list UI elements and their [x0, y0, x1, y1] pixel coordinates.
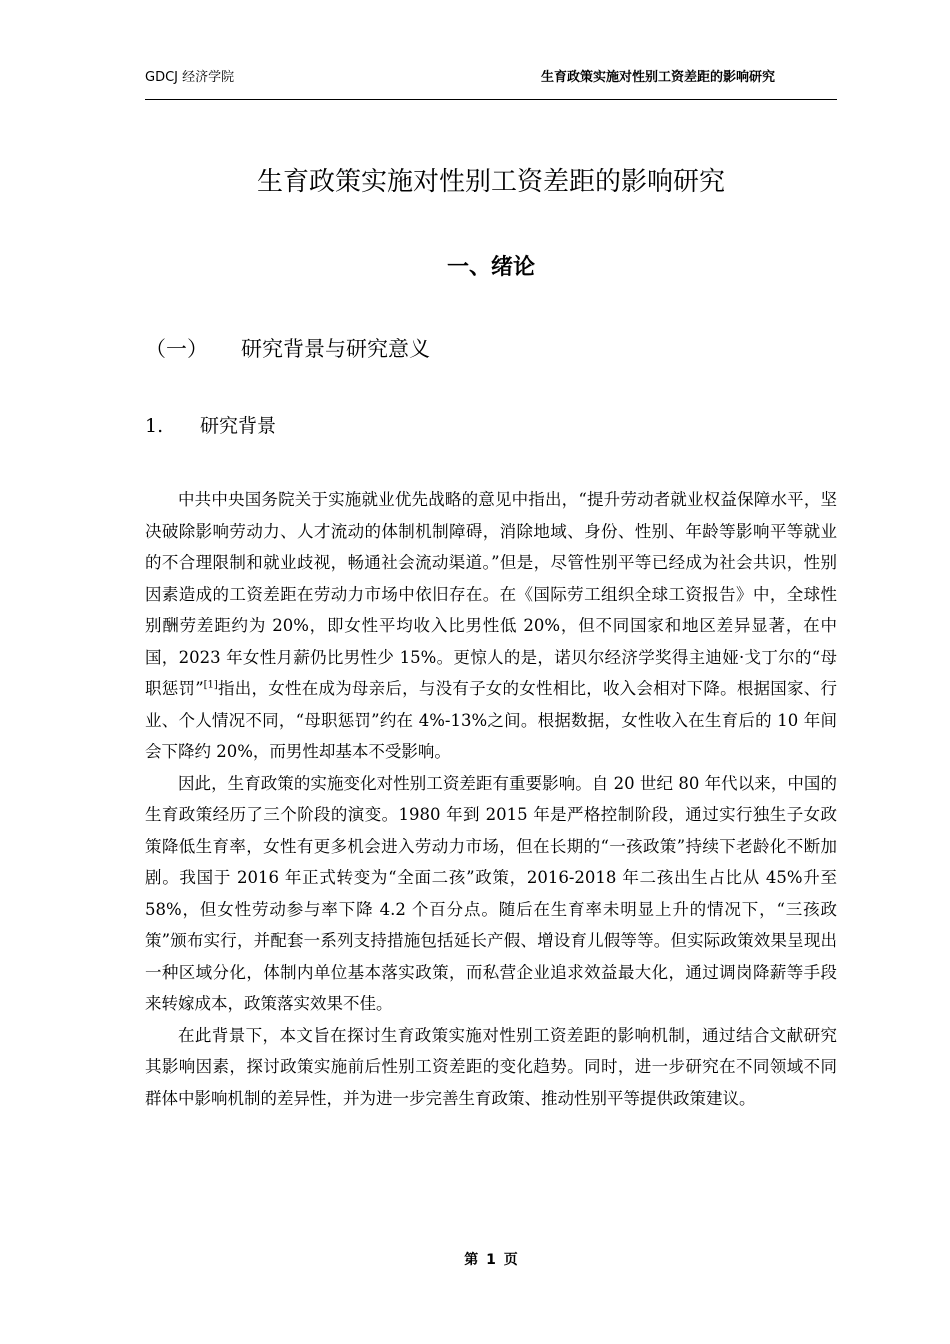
paragraph — [145, 484, 837, 768]
header-running-title: 生育政策实施对性别工资差距的影响研究 — [540, 70, 775, 85]
paragraph: 在此背景下，本文旨在探讨生育政策实施对性别工资差距的影响机制，通过结合文献研究其影响因素，探讨政策实施前后性别工资差距的变化趋势。同时，进一步研究在不同领域不同群体中影响机制的差异性，并为进一步完善生育政策、推动性别平等提供政策建议。 — [145, 1025, 837, 1108]
subsection-label: 研究背景 — [200, 415, 277, 437]
section-label: 研究背景与研究意义 — [241, 337, 430, 361]
header-institution: GDCJ 经济学院 — [145, 70, 235, 85]
paragraph-text: 中共中央国务院关于实施就业优先战略的意见中指出，“提升劳动者就业权益保障水平，坚决破除影响劳动力、人才流动的体制机制障碍，消除地域、身份、性别、年龄等影响平等就业的不合理限制和就业歧视，畅通社会流动渠道。”但是，尽管性别平等已经成为社会共识，性别因素造成的工资差距在劳动力市场中依旧存在。在《国际劳工组织全球工资报告》中，全球性别酬劳差距约为 20%，即女性平均收入比男性低 20%，但不同国家和地区差异显著，在中国，2023 年女性月薪仍比男性少 15%。更惊人的是，诺贝尔经济学奖得主迪娅·戈丁尔的“母职惩罚” — [145, 490, 837, 698]
citation-reference[interactable]: [1] — [203, 679, 218, 691]
page-header — [145, 66, 837, 88]
body-text — [145, 484, 837, 1114]
section-number: （一） — [145, 337, 208, 361]
chapter-heading: 一、绪论 — [446, 255, 535, 280]
subsection-heading — [145, 412, 276, 440]
header-divider — [145, 99, 837, 100]
page-number: 第 1 页 — [464, 1252, 518, 1268]
subsection-number: 1. — [145, 415, 164, 437]
section-heading — [145, 334, 430, 364]
paragraph-text: 指出，女性在成为母亲后，与没有子女的女性相比，收入会相对下降。根据国家、行业、个人情况不同，“母职惩罚”约在 4%-13%之间。根据数据，女性收入在生育后的 10 年间会下降约 20%，而男性却基本不受影响。 — [145, 679, 837, 761]
document-title: 生育政策实施对性别工资差距的影响研究 — [256, 167, 725, 197]
paragraph: 因此，生育政策的实施变化对性别工资差距有重要影响。自 20 世纪 80 年代以来，中国的生育政策经历了三个阶段的演变。1980 年到 2015 年是严格控制阶段，通过实行独生子女政策降低生育率，女性有更多机会进入劳动力市场，但在长期的“一孩政策”持续下老龄化不断加剧。我国于 2016 年正式转变为“全面二孩”政策，2016-2018 年二孩出生占比从 45%升至 58%，但女性劳动参与率下降 4.2 个百分点。随后在生育率未明显上升的情况下，“三孩政策”颁布实行，并配套一系列支持措施包括延长产假、增设育儿假等等。但实际政策效果呈现出一种区域分化，体制内单位基本落实政策，而私营企业追求效益最大化，通过调岗降薪等手段来转嫁成本，政策落实效果不佳。 — [145, 773, 837, 1013]
